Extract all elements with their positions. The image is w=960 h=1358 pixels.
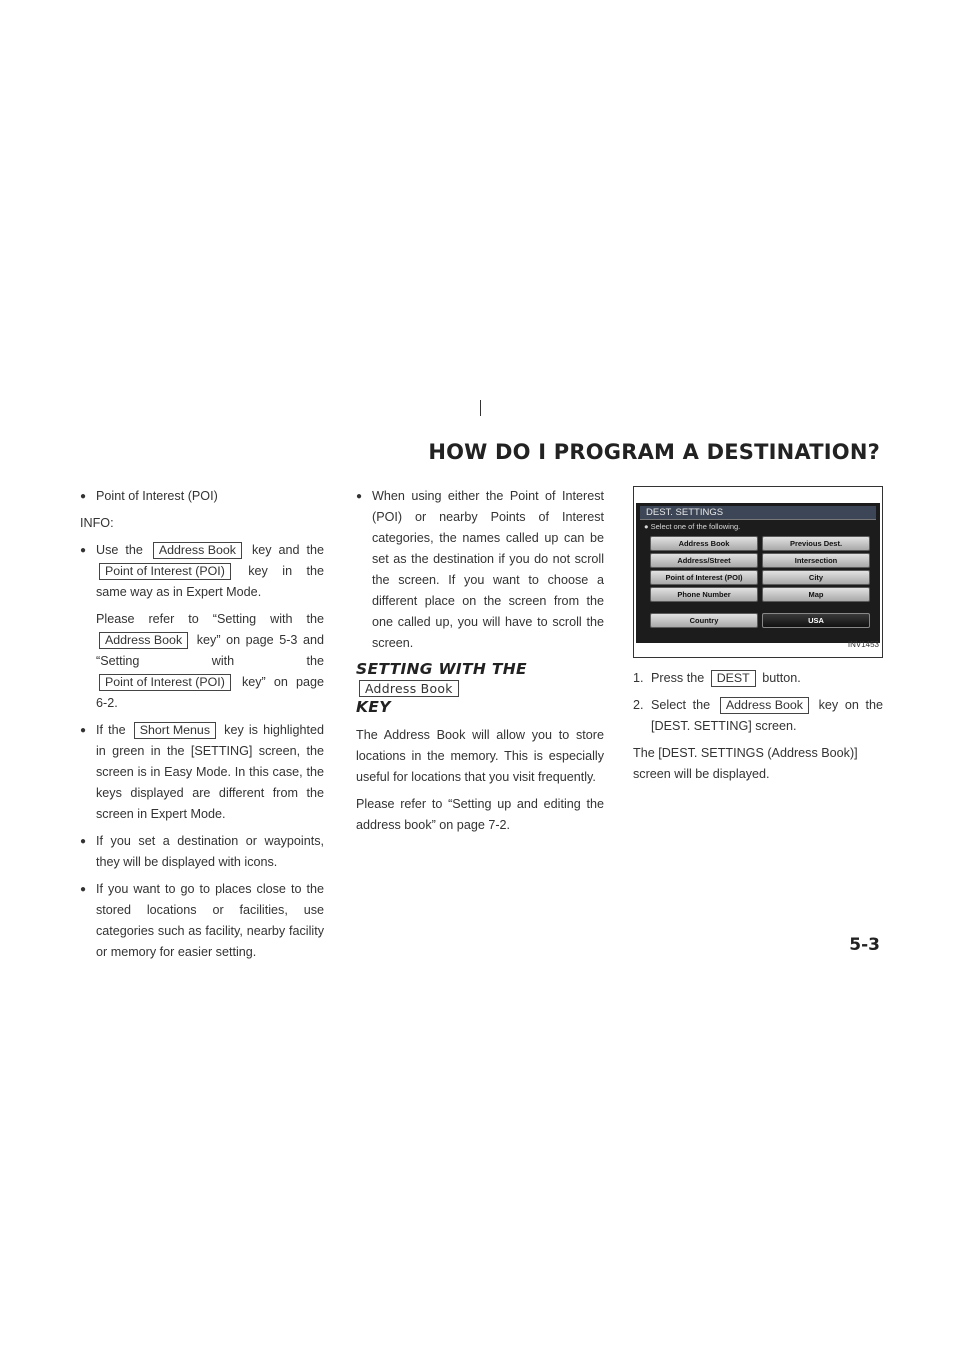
poi-button[interactable]: Point of Interest (POI) bbox=[650, 570, 758, 585]
text: KEY bbox=[356, 698, 391, 716]
poi-key: Point of Interest (POI) bbox=[99, 563, 231, 580]
previous-dest-button[interactable]: Previous Dest. bbox=[762, 536, 870, 551]
city-button[interactable]: City bbox=[762, 570, 870, 585]
text: Press the bbox=[651, 671, 705, 685]
address-book-paragraph: The Address Book will allow you to store locations in the memory. This is especially useful for locations that you visit frequently. bbox=[356, 728, 604, 784]
usa-button[interactable]: USA bbox=[762, 613, 870, 628]
bullet-categories: ● If you want to go to places close to the stored locations or facilities, use categories such as facility, nearby facility or memory for easier setting. bbox=[80, 879, 324, 963]
result-paragraph: The [DEST. SETTINGS (Address Book)] screen will be displayed. bbox=[633, 746, 858, 781]
address-book-button[interactable]: Address Book bbox=[650, 536, 758, 551]
text: key in the same way as in Expert Mode. bbox=[96, 564, 324, 599]
phone-number-button[interactable]: Phone Number bbox=[650, 587, 758, 602]
step-number: 1. bbox=[633, 671, 644, 685]
country-button[interactable]: Country bbox=[650, 613, 758, 628]
address-book-key: Address Book bbox=[153, 542, 242, 559]
text: key” on page 6-2. bbox=[96, 675, 324, 710]
address-book-key: Address Book bbox=[359, 680, 459, 697]
bullet-short-menus bbox=[80, 720, 324, 825]
text: Use the bbox=[96, 543, 143, 557]
bullet-use-keys bbox=[80, 540, 324, 603]
text: If the bbox=[96, 723, 126, 737]
address-book-key: Address Book bbox=[720, 697, 809, 714]
step-1 bbox=[633, 668, 883, 689]
text: SETTING WITH THE bbox=[356, 660, 527, 678]
info-label: INFO: bbox=[80, 516, 114, 530]
bullet-poi: ● Point of Interest (POI) bbox=[80, 486, 324, 507]
text: key on the [DEST. SETTING] screen. bbox=[651, 698, 884, 733]
bullet-poi-scroll: ● When using either the Point of Interest (POI) or nearby Points of Interest categories, the names called up can be set as the destination if you do not scroll the screen. If you want to choose a different place on the screen from the one called up, you will have to scroll the screen. bbox=[356, 486, 604, 654]
step-number: 2. bbox=[633, 698, 644, 712]
address-book-key: Address Book bbox=[99, 632, 188, 649]
screen-prompt: ● Select one of the following. bbox=[644, 522, 741, 531]
text: key and the bbox=[251, 543, 324, 557]
dest-key: DEST bbox=[711, 670, 756, 687]
text: Select the bbox=[651, 698, 711, 712]
section-heading bbox=[356, 660, 604, 717]
figure-label: INV1453 bbox=[847, 640, 879, 649]
right-column bbox=[633, 486, 883, 791]
page-mark bbox=[480, 400, 481, 416]
middle-column bbox=[356, 486, 604, 842]
address-street-button[interactable]: Address/Street bbox=[650, 553, 758, 568]
text: key” on page 5-3 and “Setting with the bbox=[96, 633, 325, 668]
text: button. bbox=[762, 671, 801, 685]
dest-settings-figure bbox=[633, 486, 883, 658]
refer-address-book: Please refer to “Setting up and editing the address book” on page 7-2. bbox=[356, 797, 604, 832]
section-header: HOW DO I PROGRAM A DESTINATION? bbox=[428, 440, 880, 464]
short-menus-key: Short Menus bbox=[134, 722, 216, 739]
left-column bbox=[80, 486, 324, 969]
intersection-button[interactable]: Intersection bbox=[762, 553, 870, 568]
map-button[interactable]: Map bbox=[762, 587, 870, 602]
poi-key: Point of Interest (POI) bbox=[99, 674, 231, 691]
nav-screen bbox=[636, 503, 880, 643]
text: key is highlighted in green in the [SETTING] screen, the screen is in Easy Mode. In this case, the keys displayed are different from the screen in Expert Mode. bbox=[96, 723, 324, 821]
step-2 bbox=[633, 695, 883, 737]
screen-title: DEST. SETTINGS bbox=[640, 506, 876, 520]
refer-paragraph bbox=[80, 609, 324, 714]
page-number: 5-3 bbox=[849, 935, 880, 955]
text: Please refer to “Setting with the bbox=[96, 612, 324, 626]
bullet-icons: ● If you set a destination or waypoints, they will be displayed with icons. bbox=[80, 831, 324, 873]
